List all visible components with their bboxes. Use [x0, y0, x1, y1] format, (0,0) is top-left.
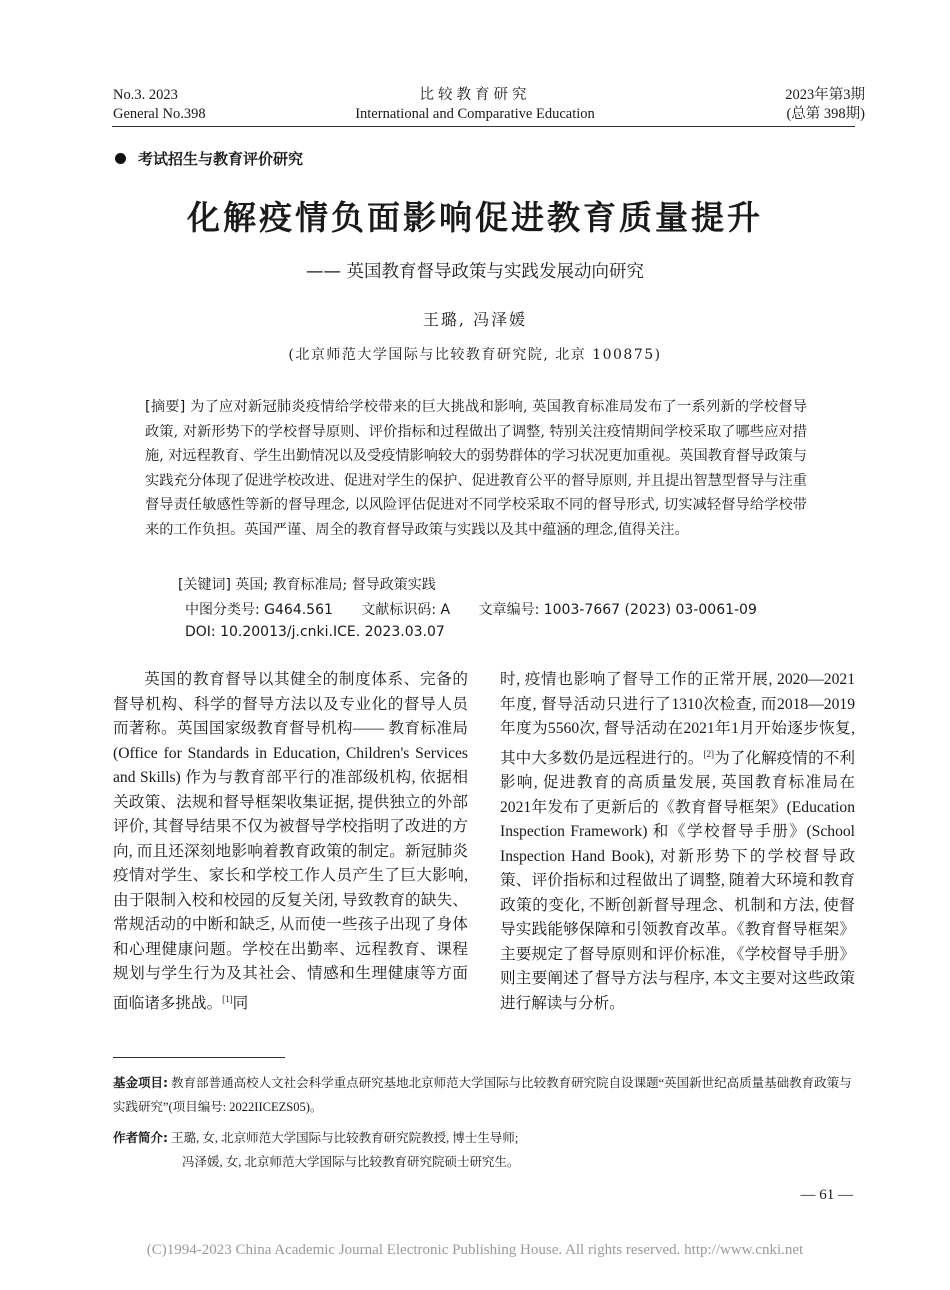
funding-note [113, 1071, 858, 1119]
body-left-text: 英国的教育督导以其健全的制度体系、完备的督导机构、科学的督导方法以及专业化的督导人员而著称。英国国家级教育督导机构—— 教育标准局 (Office for Standards in Education, Children's Services and Skills) 作为与教育部平行的准部级机构, 依据相关政策、法规和督导框架收集证据, 提供独立的外部评价, 其督导结果不仅为被督导学校指明了改进的方向, 而且还深刻地影响着教育政策的制定。新冠肺炎疫情对学生、家长和学校工作人员产生了巨大影响, 由于限制入校和校园的反复关闭, 导致教育的缺失、常规活动的中断和缺乏, 从而使一些孩子出现了身体和心理健康问题。学校在出勤率、远程教育、课程规划与学生行为及其社会、情感和生理健康等方面面临诸多挑战。 [113, 671, 468, 1012]
abstract-label: [摘要] [145, 399, 186, 415]
article-subtitle: —— 英国教育督导政策与实践发展动向研究 [305, 262, 645, 282]
clc-number: 中图分类号: G464.561 [185, 602, 333, 618]
page-number: — 61 — [800, 1187, 853, 1203]
citation-ref: [2] [703, 748, 715, 759]
issue-year-cn: 2023年第3期 [785, 87, 865, 103]
section-label: 考试招生与教育评价研究 [138, 150, 304, 168]
issue-number: No.3. 2023 [113, 87, 178, 103]
abstract [145, 395, 807, 543]
author-note-label: 作者简介: [113, 1130, 168, 1145]
author-note-2: 冯泽媛, 女, 北京师范大学国际与比较教育研究院硕士研究生。 [182, 1155, 520, 1169]
section-heading [115, 148, 303, 169]
journal-name-cn: 比较教育研究 [419, 87, 531, 103]
body-right-text-b: 为了化解疫情的不利影响, 促进教育的高质量发展, 英国教育标准局在2021年发布了更新后的《教育督导框架》(Education Inspection Framework) 和《学校督导手册》(School Inspection Hand Book), 对新形势下的学校督导政策、评价指标和过程做出了调整, 随着大环境和教育政策的变化, 不断创新督导理念、机制和方法, 使督导实践能够保障和引领教育改革。《教育督导框架》主要规定了督导原则和评价标准, 《学校督导手册》则主要阐述了督导方法与程序, 本文主要对这些政策进行解读与分析。 [500, 749, 855, 1012]
article-number: 文章编号: 1003-7667 (2023) 03-0061-09 [478, 602, 757, 618]
journal-name-en: International and Comparative Education [355, 106, 595, 122]
article-authors: 王璐, 冯泽媛 [422, 310, 528, 329]
author-note-1: 王璐, 女, 北京师范大学国际与比较教育研究院教授, 博士生导师; [171, 1131, 519, 1145]
article-title: 化解疫情负面影响促进教育质量提升 [187, 198, 763, 237]
keywords [178, 574, 436, 594]
journal-issue-right [785, 86, 865, 124]
footnote-divider [113, 1057, 285, 1058]
funding-text: 教育部普通高校人文社会科学重点研究基地北京师范大学国际与比较教育研究院自设课题“英国新世纪高质量基础教育政策与实践研究”(项目编号: 2022IICEZS05)。 [113, 1076, 852, 1114]
abstract-text: 为了应对新冠肺炎疫情给学校带来的巨大挑战和影响, 英国教育标准局发布了一系列新的学校督导政策, 对新形势下的学校督导原则、评价指标和过程做出了调整, 特别关注疫情期间学校采取了哪些应对措施, 对远程教育、学生出勤情况以及受疫情影响较大的弱势群体的学习状况更加重视。英国教育督导政策与实践充分体现了促进学校改进、促进对学生的保护、促进教育公平的督导原则, 并且提出智慧型督导与注重督导责任敏感性等新的督导理念, 以风险评估促进对不同学校采取不同的督导形式, 切实减轻督导给学校带来的工作负担。英国严谨、周全的教育督导政策与实践以及其中蕴涵的理念,值得关注。 [145, 399, 807, 538]
bullet-icon [115, 153, 126, 164]
funding-label: 基金项目: [113, 1075, 168, 1090]
journal-name [300, 86, 650, 124]
author-note [113, 1126, 858, 1150]
body-column-left [113, 668, 468, 1016]
copyright-watermark: (C)1994-2023 China Academic Journal Electronic Publishing House. All rights reserved. http://www.cnki.net [146, 1242, 804, 1258]
keywords-text: 英国; 教育标准局; 督导政策实践 [235, 577, 436, 593]
general-number: General No.398 [113, 106, 206, 122]
header-divider [112, 126, 855, 127]
keywords-label: [关键词] [178, 577, 231, 593]
general-number-cn: (总第 398期) [786, 106, 865, 122]
body-right-text-a: 时, 疫情也影响了督导工作的正常开展, 2020—2021年度, 督导活动只进行了1310次检查, 而2018—2019年度为5560次, 督导活动在2021年1月开始逐步恢复, 其中大多数仍是远程进行的。 [500, 671, 855, 767]
classification-line [185, 599, 781, 619]
body-column-right [500, 668, 855, 1016]
author-affiliation: (北京师范大学国际与比较教育研究院, 北京 100875) [288, 347, 662, 363]
doi: DOI: 10.20013/j.cnki.ICE. 2023.03.07 [185, 624, 445, 640]
document-code: 文献标识码: A [361, 602, 451, 618]
citation-ref: [1] [222, 993, 233, 1004]
body-left-tail: 同 [232, 994, 249, 1012]
journal-issue-left [113, 86, 206, 124]
